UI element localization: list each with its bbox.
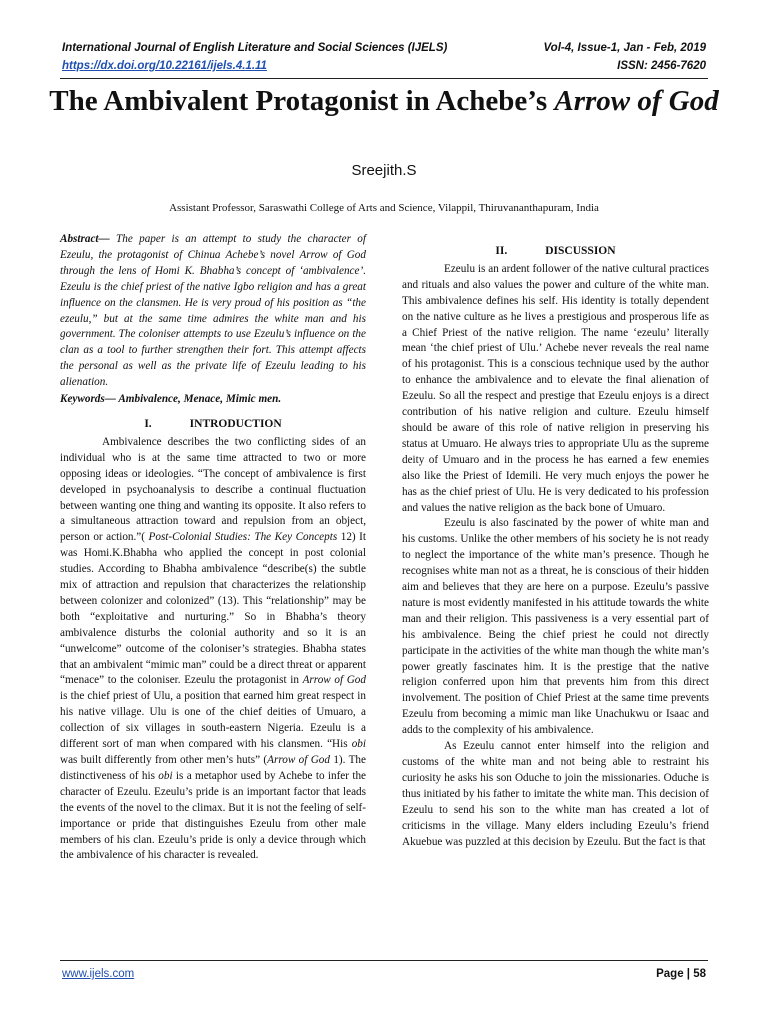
header-rule xyxy=(60,78,708,79)
discussion-paragraph-2: Ezeulu is also fascinated by the power of white man and his customs. Unlike the other members of his society he is not ready to neglect the importance of the white man’s presence. Though he recognises white man not as a threat, he is conscious of their hidden aim and believes that they are here on a purpose. Ezeulu’s passive nature is most evidently manifested in his attitude towards the white man and their religion. This passiveness is a very essential part of his ambivalence. Being the chief priest he could not directly participate in the activities of the white man though the white man’s power greatly fascinates him. It is the prestige that the native religion conferred upon him that prevents him from this direct involvement. The position of Chief Priest at the same time prevents Ezeulu from becoming a mimic man like Unachukwu or Isaac and adds to the complexity of his ambivalence. xyxy=(402,517,709,737)
author-affiliation: Assistant Professor, Saraswathi College of Arts and Science, Vilappil, Thiruvananthapuram, India xyxy=(169,202,599,214)
intro-paragraph: Ambivalence describes the two conflicting sides of an individual who is at the same time attracted to two or more opposing ideas or ideologies. “The concept of ambivalence is first developed in psychoanalysis to describe a continual fluctuation between wanting one thing and wanting its opposite. It also refers to a simultaneous attraction toward and repulsion from an object, person or action.”( Post-Colonial Studies: The Key Concepts 12) It was Homi.K.Bhabha who applied the concept in post colonial studies. According to Bhabha ambivalence “describe(s) the subtle mix of attraction and repulsion that characterizes the relationship between colonizer and colonized” (13). This “relationship” may be both “exploitative and nurturing.” So in Bhabha’s theory ambivalence disturbs the colonial authority and so it is an “unwelcome” outcome of the coloniser’s strategies. Bhabha states that an ambivalent “mimic man” could be a direct threat or apparent “menace” to the coloniser. Ezeulu the protagonist in Arrow of God is the chief priest of Ulu, a position that earned him great respect in his native village. Ulu is one of the chief deities of Umuaro, a collection of six villages in south-eastern Nigeria. Ezeulu is a different sort of man when compared with his clansmen. “His obi was built differently from other men’s huts” (Arrow of God 1). The distinctiveness of his obi is a metaphor used by Achebe to infer the character of Ezeulu. Ezeulu’s pride is an important factor that leads the events of the novel to the climax. But it is not the feeling of self-importance or pride that distinguishes Ezeulu from other male members of his clan. Ezeulu’s pride is only a device through which the ambivalence of his character is revealed. xyxy=(60,435,367,862)
abstract-label: Abstract— xyxy=(60,233,110,245)
footer-rule xyxy=(60,960,708,961)
paper-title xyxy=(40,84,728,118)
section-number: II. xyxy=(495,245,508,257)
author-name: Sreejith.S xyxy=(351,162,417,179)
volume-issue: Vol-4, Issue-1, Jan - Feb, 2019 xyxy=(543,42,706,54)
issn: ISSN: 2456-7620 xyxy=(617,60,706,72)
title-italic: Arrow of God xyxy=(554,85,719,117)
discussion-paragraph-3: As Ezeulu cannot enter himself into the religion and customs of the white man and not being able to restraint his curiosity he asks his son Oduche to join the missionaries. Oduche is thus initiated by his father to imitate the white man. This decision of Ezeulu to send his son to the white man has created a lot of criticisms in the village. Many elders including Ezeulu’s friend Akuebue was puzzled at this decision by Ezeulu. But the fact is that xyxy=(402,740,709,848)
section-number: I. xyxy=(144,417,152,430)
abstract xyxy=(60,232,366,391)
section-heading-introduction xyxy=(60,417,366,433)
right-column xyxy=(402,244,709,850)
keywords: Keywords— Ambivalence, Menace, Mimic men. xyxy=(60,393,282,406)
journal-name: International Journal of English Literature and Social Sciences (IJELS) xyxy=(62,42,448,54)
title-main: The Ambivalent Protagonist in Achebe’s xyxy=(49,85,555,117)
section-heading-discussion xyxy=(402,244,709,260)
abstract-text: The paper is an attempt to study the character of Ezeulu, the protagonist of Chinua Achebe’s novel Arrow of God through the lens of Homi K. Bhabha’s concept of ‘ambivalence’. Ezeulu is the chief priest of the native Igbo religion and has a great influence on the clansmen. He is very proud of his position as “the ezeulu,” but at the same time admires the white man and his government. The coloniser attempts to use Ezeulu’s influence on the clan as a tool to further strengthen their fort. This attempt affects the personal as well as the private life of Ezeulu leading to his alienation. xyxy=(60,233,366,389)
section-title: INTRODUCTION xyxy=(189,417,282,430)
section-title: DISCUSSION xyxy=(545,245,616,257)
doi-link[interactable]: https://dx.doi.org/10.22161/ijels.4.1.11 xyxy=(62,60,267,72)
journal-website-link[interactable]: www.ijels.com xyxy=(62,968,135,980)
left-column xyxy=(60,232,366,864)
page-number: Page | 58 xyxy=(656,968,706,980)
discussion-paragraph-1: Ezeulu is an ardent follower of the native cultural practices and rituals and also values the power and culture of the white man. This ambivalence defines his self. His identity is totally dependent on the native culture as he lives a prestigious and prosperous life as a Chief Priest of the native religion. The name ‘ezeulu’ literally mean ‘the chief priest of Ulu.’ Achebe never reveals the real name of his protagonist. This is a conscious technique used by the author to enhance the ambivalence and to elevate the final alienation of Ezeulu. So all the respect and prestige that Ezeulu enjoys is a direct contribution of his native religion and culture. Ezeulu himself should be aware of this role of native religion in preserving his status at Umuaro. He always tries to appropriate Ulu as the supreme deity of Umuaro and in the process he has earned a few enemies also like the Priest of Idemili. He very much enjoys the power he has as the chief priest of Ulu. He is very dedicated to his profession and values the native religion as the back bone of Umuaro. xyxy=(402,262,709,514)
